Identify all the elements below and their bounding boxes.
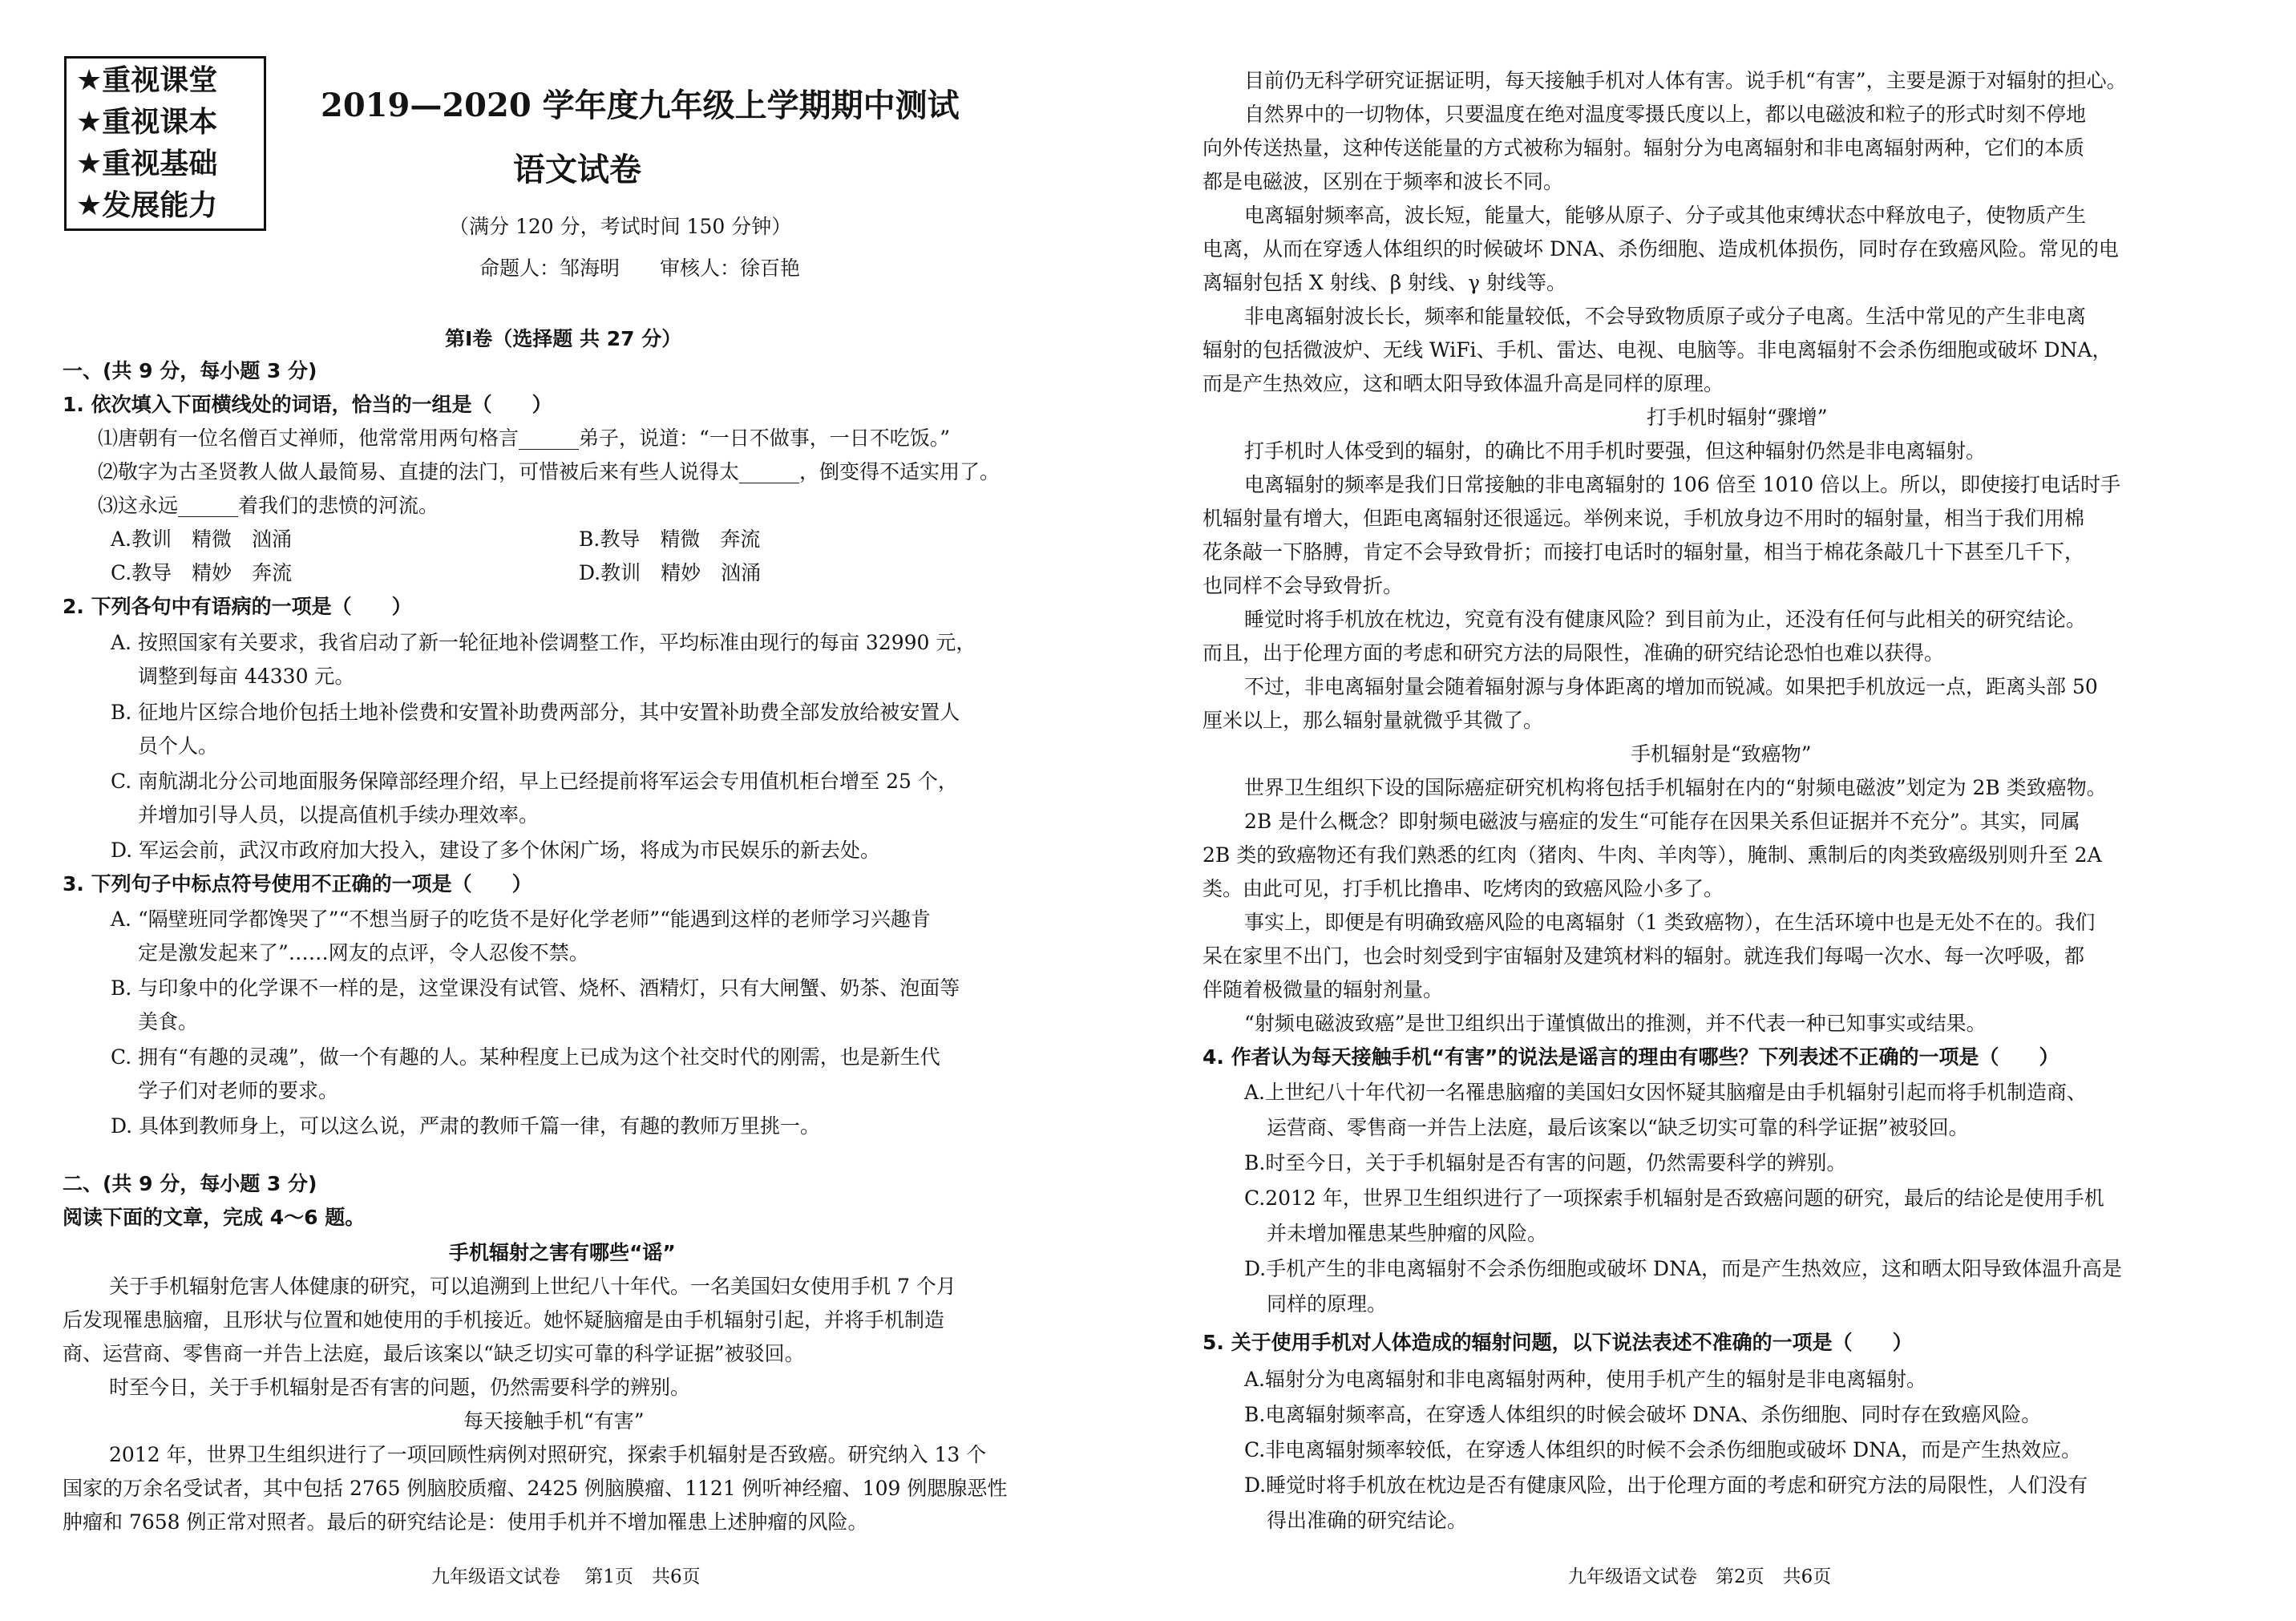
answer-option-cont: 得出准确的研究结论。 — [1267, 1509, 1468, 1532]
article-paragraph: 机辐射量有增大，但距电离辐射还很遥远。举例来说，手机放身边不用时的辐射量，相当于我们用棉 — [1203, 507, 2085, 530]
article-paragraph: 2B 是什么概念？即射频电磁波与癌症的发生“可能存在因果关系但证据并不充分”。其实，同属 — [1244, 810, 2080, 833]
answer-option: D. 军运会前，武汉市政府加大投入，建设了多个休闲广场，将成为市民娱乐的新去处。 — [111, 839, 881, 862]
answer-option: C.2012 年，世界卫生组织进行了一项探索手机辐射是否致癌问题的研究，最后的结论是使用手机 — [1244, 1186, 2104, 1210]
answer-option: D. 具体到教师身上，可以这么说，严肃的教师千篇一律，有趣的教师万里挑一。 — [111, 1114, 821, 1138]
article-paragraph: 后发现罹患脑瘤，且形状与位置和她使用的手机接近。她怀疑脑瘤是由手机辐射引起，并将手机制造 — [63, 1308, 945, 1332]
article-title: 手机辐射之害有哪些“谣” — [449, 1241, 676, 1264]
article-subheading: 打手机时辐射“骤增” — [1647, 406, 1828, 429]
article-paragraph: 不过，非电离辐射量会随着辐射源与身体距离的增加而锐减。如果把手机放远一点，距离头部 50 — [1244, 675, 2098, 698]
slogan-line: ★发展能力 — [76, 189, 218, 222]
article-paragraph: 肿瘤和 7658 例正常对照者。最后的研究结论是：使用手机并不增加罹患上述肿瘤的风险。 — [63, 1510, 868, 1534]
slogan-line: ★重视课本 — [76, 106, 218, 139]
slogan-line: ★重视课堂 — [76, 64, 218, 97]
page-footer: 九年级语文试卷 第1页 共6页 — [431, 1566, 701, 1587]
answer-option-cont: 员个人。 — [138, 734, 219, 758]
question-item: ⑵敬字为古圣贤教人做人最简易、直捷的法门，可惜被后来有些人说得太______，倒变得不适实用了。 — [98, 460, 1000, 483]
article-paragraph: 伴随着极微量的辐射剂量。 — [1203, 978, 1444, 1001]
answer-option-cont: 学子们对老师的要求。 — [138, 1079, 339, 1102]
part-heading: 一、(共 9 分，每小题 3 分) — [63, 359, 317, 382]
article-paragraph: 而且，出于伦理方面的考虑和研究方法的局限性，准确的研究结论恐怕也难以获得。 — [1203, 641, 1945, 665]
question-stem: 2. 下列各句中有语病的一项是（ ） — [63, 595, 412, 618]
exam-subtitle: 语文试卷 — [513, 151, 641, 188]
question-item: ⑶这永远______着我们的悲愤的河流。 — [98, 494, 439, 517]
answer-option-cont: 调整到每亩 44330 元。 — [138, 665, 355, 688]
exam-page-2 — [1148, 0, 2296, 1621]
article-paragraph: 都是电磁波，区别在于频率和波长不同。 — [1203, 170, 1564, 193]
article-paragraph: 自然界中的一切物体，只要温度在绝对温度零摄氏度以上，都以电磁波和粒子的形式时刻不停地 — [1244, 103, 2087, 126]
article-paragraph: 时至今日，关于手机辐射是否有害的问题，仍然需要科学的辨别。 — [109, 1376, 691, 1399]
page-footer: 九年级语文试卷 第2页 共6页 — [1568, 1566, 1832, 1587]
article-paragraph: 电离辐射的频率是我们日常接触的非电离辐射的 106 倍至 1010 倍以上。所以，即使接打电话时手 — [1244, 473, 2121, 496]
article-subheading: 每天接触手机“有害” — [463, 1409, 645, 1433]
answer-option: A. 按照国家有关要求，我省启动了新一轮征地补偿调整工作，平均标准由现行的每亩 32990 元， — [111, 631, 976, 654]
exam-authors: 命题人：邹海明 审核人：徐百艳 — [479, 257, 801, 280]
answer-option-cont: 同样的原理。 — [1267, 1292, 1388, 1316]
article-paragraph: 向外传送热量，这种传送能量的方式被称为辐射。辐射分为电离辐射和非电离辐射两种，它们的本质 — [1203, 136, 2085, 160]
article-paragraph: “射频电磁波致癌”是世卫组织出于谨慎做出的推测，并不代表一种已知事实或结果。 — [1244, 1012, 1987, 1035]
answer-option: C.非电离辐射频率较低，在穿透人体组织的时候不会杀伤细胞或破坏 DNA，而是产生热效应。 — [1244, 1438, 2082, 1461]
article-paragraph: 类。由此可见，打手机比撸串、吃烤肉的致癌风险小多了。 — [1203, 877, 1724, 900]
article-paragraph: 国家的万余名受试者，其中包括 2765 例脑胶质瘤、2425 例脑膜瘤、1121 例听神经瘤、109 例腮腺恶性 — [63, 1477, 1008, 1500]
answer-option: B. 征地片区综合地价包括土地补偿费和安置补助费两部分，其中安置补助费全部发放给被安置人 — [111, 701, 960, 724]
article-paragraph: 打手机时人体受到的辐射，的确比不用手机时要强，但这种辐射仍然是非电离辐射。 — [1244, 439, 1987, 463]
question-stem: 1. 依次填入下面横线处的词语，恰当的一组是（ ） — [63, 393, 552, 416]
article-paragraph: 世界卫生组织下设的国际癌症研究机构将包括手机辐射在内的“射频电磁波”划定为 2B 类致癌物。 — [1244, 776, 2107, 799]
article-paragraph: 辐射的包括微波炉、无线 WiFi、手机、雷达、电视、电脑等。非电离辐射不会杀伤细胞或破坏 DNA， — [1203, 338, 2112, 362]
answer-option-cont: 定是激发起来了”……网友的点评，令人忍俊不禁。 — [138, 941, 589, 964]
answer-option: D.教训 精妙 汹涌 — [579, 561, 762, 584]
article-paragraph: 关于手机辐射危害人体健康的研究，可以追溯到上世纪八十年代。一名美国妇女使用手机 7 个月 — [109, 1275, 956, 1298]
article-paragraph: 睡觉时将手机放在枕边，究竟有没有健康风险？到目前为止，还没有任何与此相关的研究结论。 — [1244, 608, 2087, 631]
article-paragraph: 离辐射包括 X 射线、β 射线、γ 射线等。 — [1203, 271, 1566, 294]
answer-option: B. 与印象中的化学课不一样的是，这堂课没有试管、烧杯、酒精灯，只有大闸蟹、奶茶、泡面等 — [111, 976, 960, 1000]
slogan-line: ★重视基础 — [76, 148, 218, 180]
answer-option-cont: 运营商、零售商一并告上法庭，最后该案以“缺乏切实可靠的科学证据”被驳回。 — [1267, 1116, 1969, 1139]
article-paragraph: 电离，从而在穿透人体组织的时候破坏 DNA、杀伤细胞、造成机体损伤，同时存在致癌风险。常见的电 — [1203, 237, 2119, 261]
answer-option: C.教导 精妙 奔流 — [111, 561, 293, 584]
article-paragraph: 而是产生热效应，这和晒太阳导致体温升高是同样的原理。 — [1203, 372, 1724, 395]
article-paragraph: 目前仍无科学研究证据证明，每天接触手机对人体有害。说手机“有害”，主要是源于对辐射的担心。 — [1244, 69, 2127, 92]
article-paragraph: 厘米以上，那么辐射量就微乎其微了。 — [1203, 709, 1544, 732]
answer-option: B.时至今日，关于手机辐射是否有害的问题，仍然需要科学的辨别。 — [1244, 1151, 1847, 1174]
article-paragraph: 也同样不会导致骨折。 — [1203, 574, 1404, 597]
question-item: ⑴唐朝有一位名僧百丈禅师，他常常用两句格言______弟子，说道：“一日不做事，一日不吃饭。” — [98, 426, 951, 450]
slogan-box — [64, 56, 266, 231]
question-stem: 3. 下列句子中标点符号使用不正确的一项是（ ） — [63, 872, 532, 895]
answer-option: C. 拥有“有趣的灵魂”，做一个有趣的人。某种程度上已成为这个社交时代的刚需，也是新生代 — [111, 1045, 940, 1069]
article-subheading: 手机辐射是“致癌物” — [1631, 742, 1812, 766]
answer-option: B.教导 精微 奔流 — [579, 528, 761, 551]
article-paragraph: 事实上，即便是有明确致癌风险的电离辐射（1 类致癌物），在生活环境中也是无处不在的。我们 — [1244, 911, 2096, 934]
answer-option: A.辐射分为电离辐射和非电离辐射两种，使用手机产生的辐射是非电离辐射。 — [1244, 1368, 1927, 1391]
answer-option: B.电离辐射频率高，在穿透人体组织的时候会破坏 DNA、杀伤细胞、同时存在致癌风险。 — [1244, 1403, 2042, 1426]
exam-meta: （满分 120 分，考试时间 150 分钟） — [449, 215, 792, 238]
article-paragraph: 2B 类的致癌物还有我们熟悉的红肉（猪肉、牛肉、羊肉等），腌制、熏制后的肉类致癌级别则升至 2A — [1203, 843, 2102, 867]
section-title: 第Ⅰ卷（选择题 共 27 分） — [445, 327, 682, 350]
part-heading: 二、(共 9 分，每小题 3 分) — [63, 1172, 317, 1195]
reading-instruction: 阅读下面的文章，完成 4～6 题。 — [63, 1206, 366, 1229]
answer-option: A.教训 精微 汹涌 — [111, 528, 293, 551]
answer-option-cont: 并未增加罹患某些肿瘤的风险。 — [1267, 1222, 1548, 1245]
question-stem: 4. 作者认为每天接触手机“有害”的说法是谣言的理由有哪些？下列表述不正确的一项是（ ） — [1203, 1045, 2060, 1069]
answer-option: C. 南航湖北分公司地面服务保障部经理介绍，早上已经提前将军运会专用值机柜台增至 25 个， — [111, 770, 958, 793]
question-stem: 5. 关于使用手机对人体造成的辐射问题，以下说法表述不准确的一项是（ ） — [1203, 1331, 1913, 1354]
article-paragraph: 2012 年，世界卫生组织进行了一项回顾性病例对照研究，探索手机辐射是否致癌。研究纳入 13 个 — [109, 1443, 987, 1466]
answer-option: D.睡觉时将手机放在枕边是否有健康风险，出于伦理方面的考虑和研究方法的局限性，人们没有 — [1244, 1473, 2088, 1497]
article-paragraph: 商、运营商、零售商一并告上法庭，最后该案以“缺乏切实可靠的科学证据”被驳回。 — [63, 1342, 805, 1365]
answer-option: A.上世纪八十年代初一名罹患脑瘤的美国妇女因怀疑其脑瘤是由手机辐射引起而将手机制造商、 — [1244, 1081, 2088, 1104]
article-paragraph: 电离辐射频率高，波长短，能量大，能够从原子、分子或其他束缚状态中释放电子，使物质产生 — [1244, 204, 2087, 227]
answer-option-cont: 并增加引导人员，以提高值机手续办理效率。 — [138, 803, 540, 827]
exam-title: 2019—2020 学年度九年级上学期期中测试 — [321, 87, 960, 124]
article-paragraph: 呆在家里不出门，也会时刻受到宇宙辐射及建筑材料的辐射。就连我们每喝一次水、每一次呼吸，都 — [1203, 944, 2085, 968]
answer-option: D.手机产生的非电离辐射不会杀伤细胞或破坏 DNA，而是产生热效应，这和晒太阳导致体温升高是 — [1244, 1257, 2123, 1280]
answer-option-cont: 美食。 — [138, 1010, 199, 1033]
answer-option: A. “隔壁班同学都馋哭了”“不想当厨子的吃货不是好化学老师”“能遇到这样的老师学习兴趣肯 — [111, 908, 931, 931]
article-paragraph: 花条敲一下胳膊，肯定不会导致骨折；而接打电话时的辐射量，相当于棉花条敲几十下甚至几千下， — [1203, 540, 2085, 564]
article-paragraph: 非电离辐射波长长，频率和能量较低，不会导致物质原子或分子电离。生活中常见的产生非电离 — [1244, 305, 2087, 328]
